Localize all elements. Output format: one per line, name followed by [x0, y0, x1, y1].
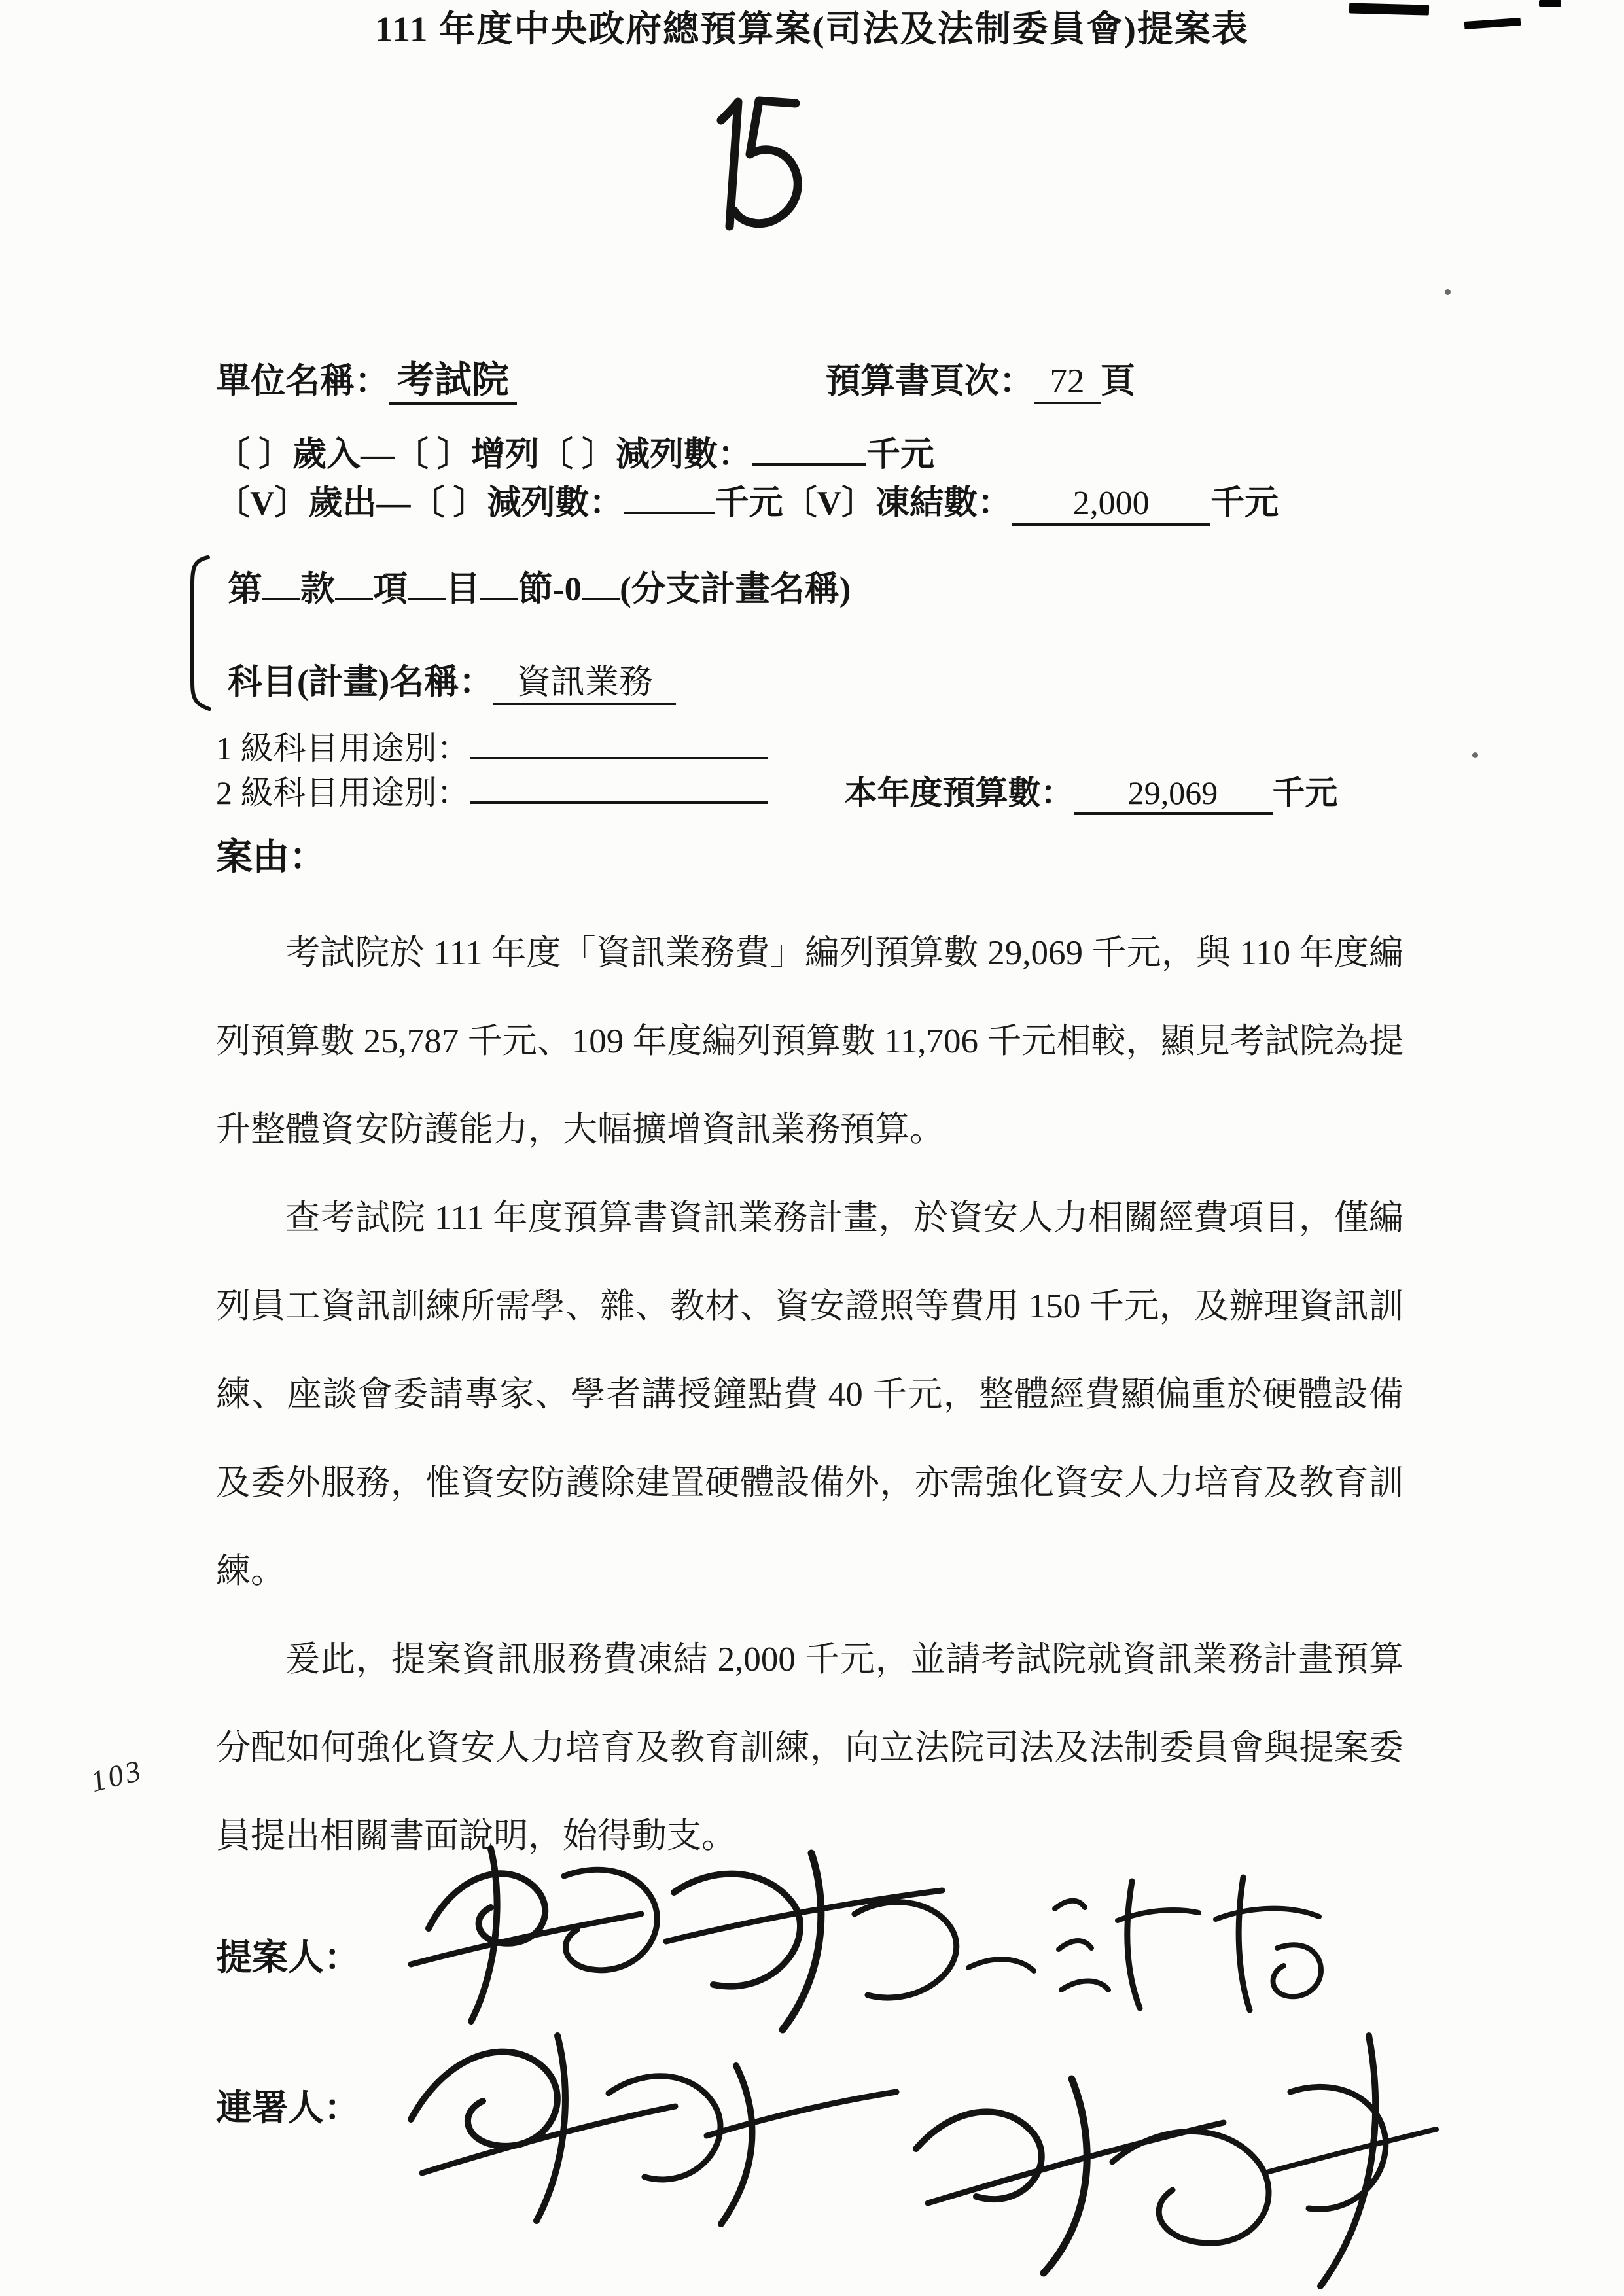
case-body — [216, 909, 1403, 1881]
subject-name-label: 科目(計畫)名稱： — [228, 663, 494, 701]
annual-budget-label: 本年度預算數： — [844, 774, 1074, 811]
scan-speck-2 — [1472, 752, 1478, 758]
item-part: 項 — [373, 570, 408, 608]
annual-budget-unit: 千元 — [1272, 774, 1338, 811]
expenditure-unit1: 千元 — [715, 485, 783, 522]
budget-page-label: 預算書頁次： — [826, 362, 1034, 400]
unit-name-label: 單位名稱： — [216, 362, 389, 400]
item-part: 款 — [300, 570, 335, 608]
revenue-checkline — [216, 426, 934, 476]
subject-name-row — [228, 654, 676, 705]
item-part: (分支計畫名稱) — [620, 570, 851, 608]
blank-underline — [582, 561, 620, 600]
blank-underline — [752, 427, 866, 466]
budget-page-value: 72 — [1034, 362, 1101, 404]
section-bracket — [185, 553, 213, 713]
usage-level1-label: 1 級科目用途別： — [216, 730, 470, 767]
case-paragraph-3: 爰此，提案資訊服務費凍結 2,000 千元，並請考試院就資訊業務計畫預算分配如何強化資安人力培育及教育訓練，向立法院司法及法制委員會與提案委員提出相關書面說明，始得動支。 — [216, 1641, 1403, 1855]
case-paragraph-2: 查考試院 111 年度預算書資訊業務計畫，於資安人力相關經費項目，僅編列員工資訊訓練所需學、雜、教材、資安證照等費用 150 千元，及辦理資訊訓練、座談會委請專家、學者講授鐘點費 40 千元，整體經費顯偏重於硬體設備及委外服務，惟資安防護除建置硬體設備外，亦需強化資安人力培育及教育訓練。 — [216, 1199, 1403, 1590]
blank-underline — [335, 561, 373, 600]
blank-underline — [480, 561, 518, 600]
case-heading: 案由： — [216, 837, 326, 878]
blank-underline — [408, 561, 446, 600]
freeze-amount: 2,000 — [1012, 484, 1210, 526]
margin-note: 103 — [87, 1752, 147, 1799]
cosigner-label: 連署人： — [216, 2088, 361, 2128]
annual-budget-value: 29,069 — [1074, 774, 1273, 815]
blank-underline — [470, 767, 768, 805]
usage-level1-row — [216, 722, 768, 769]
budget-page-row — [826, 353, 1135, 404]
expenditure-checkline — [216, 475, 1279, 526]
scan-speck-1 — [1445, 289, 1451, 295]
expenditure-checkline-text: 〔V〕歲出—〔 〕減列數： — [216, 485, 624, 522]
page-title: 111 年度中央政府總預算案(司法及法制委員會)提案表 — [375, 9, 1249, 49]
blank-underline — [624, 476, 715, 514]
budget-page-unit: 頁 — [1101, 362, 1135, 400]
revenue-checkline-text: 〔 〕歲入—〔 〕增列〔 〕減列數： — [216, 436, 752, 474]
handwritten-page-number — [666, 90, 823, 241]
unit-name-row — [216, 353, 517, 405]
freeze-label: 〔V〕凍結數： — [783, 485, 1012, 522]
revenue-unit: 千元 — [866, 436, 935, 474]
blank-underline — [470, 723, 768, 760]
usage-level2-row — [216, 767, 1338, 815]
expenditure-unit2: 千元 — [1210, 485, 1279, 522]
item-part: 第 — [228, 570, 262, 608]
usage-level2-label: 2 級科目用途別： — [216, 774, 470, 811]
item-part: 目 — [446, 570, 480, 608]
case-paragraph-1: 考試院於 111 年度「資訊業務費」編列預算數 29,069 千元，與 110 年度編列預算數 25,787 千元、109 年度編列預算數 11,706 千元相較，顯見考試院為提升整體資安防護能力，大幅擴增資訊業務預算。 — [216, 934, 1403, 1149]
cosigner-signature — [380, 1995, 1453, 2296]
unit-name-value: 考試院 — [389, 359, 517, 405]
blank-underline — [262, 561, 300, 600]
subject-name-value: 資訊業務 — [493, 663, 676, 705]
budget-item-line — [228, 561, 851, 611]
item-part: 節-0 — [518, 570, 582, 608]
proposer-label: 提案人： — [216, 1938, 361, 1977]
